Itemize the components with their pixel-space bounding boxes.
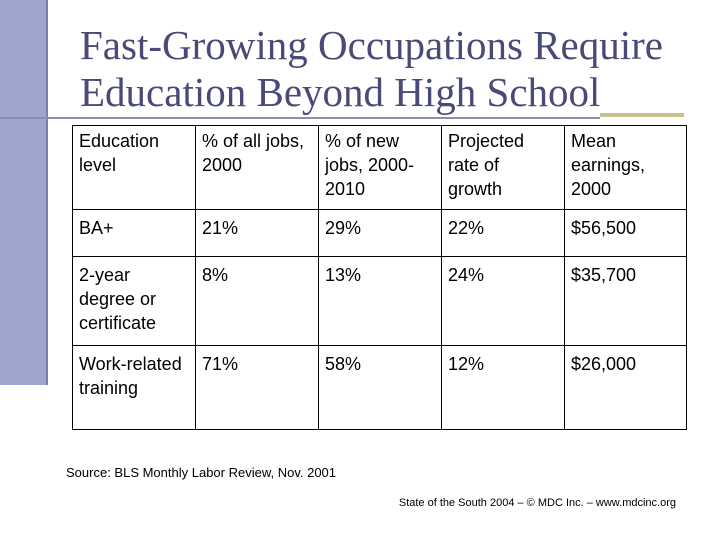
slide-title-line-1: Fast-Growing Occupations Require bbox=[80, 22, 663, 68]
cell-mean-earnings: $26,000 bbox=[565, 346, 687, 430]
table-row bbox=[73, 257, 687, 346]
title-divider-rule bbox=[0, 117, 600, 119]
cell-education-level: BA+ bbox=[73, 210, 196, 257]
footer-credit: State of the South 2004 – © MDC Inc. – www.mdcinc.org bbox=[398, 497, 676, 509]
slide-title bbox=[80, 22, 700, 116]
header-pct-all-jobs: % of all jobs, 2000 bbox=[196, 126, 319, 210]
table-row bbox=[73, 346, 687, 430]
cell-pct-all-jobs: 21% bbox=[196, 210, 319, 257]
table-row bbox=[73, 210, 687, 257]
cell-education-level: Work-related training bbox=[73, 346, 196, 430]
source-citation: Source: BLS Monthly Labor Review, Nov. 2001 bbox=[66, 465, 337, 480]
cell-pct-all-jobs: 8% bbox=[196, 257, 319, 346]
cell-projected-growth: 12% bbox=[442, 346, 565, 430]
header-projected-growth: Projected rate of growth bbox=[442, 126, 565, 210]
slide-title-line-2: Education Beyond High School bbox=[80, 69, 601, 115]
cell-pct-all-jobs: 71% bbox=[196, 346, 319, 430]
header-education-level: Education level bbox=[73, 126, 196, 210]
cell-pct-new-jobs: 13% bbox=[319, 257, 442, 346]
title-divider-accent bbox=[600, 113, 684, 117]
cell-education-level: 2-year degree or certificate bbox=[73, 257, 196, 346]
left-accent-bar-shadow bbox=[46, 0, 48, 385]
cell-mean-earnings: $56,500 bbox=[565, 210, 687, 257]
cell-projected-growth: 22% bbox=[442, 210, 565, 257]
cell-projected-growth: 24% bbox=[442, 257, 565, 346]
education-occupations-table bbox=[72, 125, 687, 430]
header-pct-new-jobs: % of new jobs, 2000-2010 bbox=[319, 126, 442, 210]
cell-pct-new-jobs: 29% bbox=[319, 210, 442, 257]
table-header-row bbox=[73, 126, 687, 210]
header-mean-earnings: Mean earnings, 2000 bbox=[565, 126, 687, 210]
cell-mean-earnings: $35,700 bbox=[565, 257, 687, 346]
left-accent-bar bbox=[0, 0, 46, 385]
cell-pct-new-jobs: 58% bbox=[319, 346, 442, 430]
